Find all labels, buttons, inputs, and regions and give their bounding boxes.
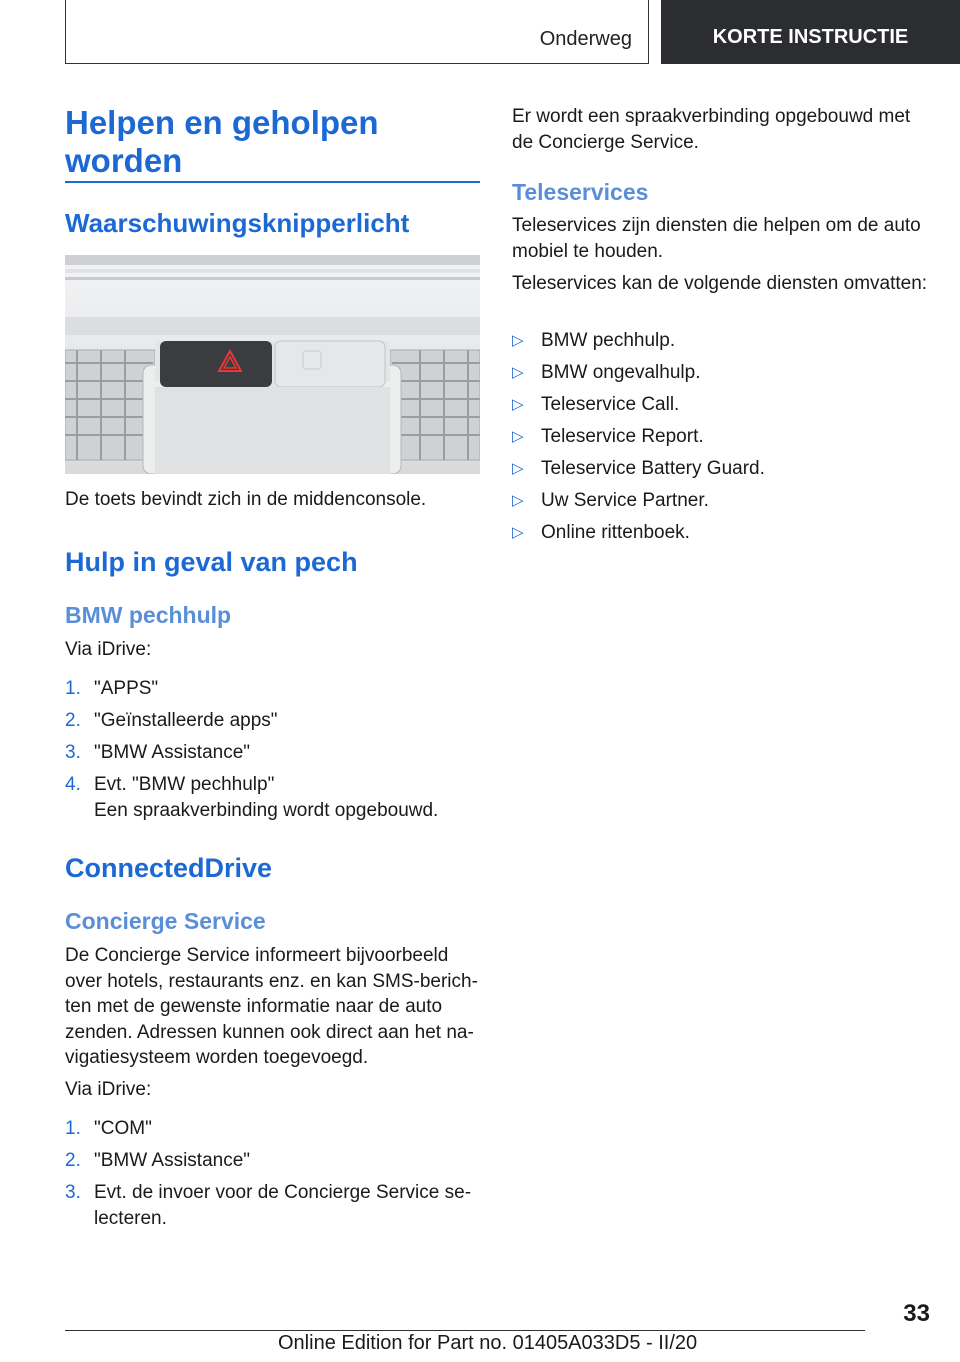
hazard-caption: De toets bevindt zich in de middenconsole. <box>65 489 427 510</box>
edition-text: Online Edition for Part no. 01405A033D5 - II/20 <box>278 1332 698 1354</box>
hazard-heading: Waarschuwingsknipperlicht <box>65 208 410 238</box>
teleservices-list <box>512 328 932 552</box>
list-item: ▷ BMW pechhulp. <box>512 328 932 354</box>
header-box <box>65 0 649 64</box>
list-item: ▷ Uw Service Partner. <box>512 488 932 514</box>
page-title: Helpen en geholpen worden <box>65 104 379 179</box>
section-label: Onderweg <box>539 28 632 50</box>
teleservices-heading: Teleservices <box>512 179 649 205</box>
page-number: 33 <box>903 1300 930 1327</box>
triangle-bullet-icon: ▷ <box>512 428 524 445</box>
concierge-subheading: Concierge Service <box>65 908 266 934</box>
list-item: ▷ Teleservice Battery Guard. <box>512 456 932 482</box>
concierge-steps <box>65 1116 485 1238</box>
list-item: 1. "COM" <box>65 1118 152 1139</box>
list-item: 4. Evt. "BMW pechhulp" Een spraakverbinding wordt opgebouwd. <box>65 774 439 821</box>
teleservices-p2: Teleservices kan de volgende diensten omvatten: <box>512 273 928 294</box>
list-item: 2. "Geïnstalleerde apps" <box>65 710 278 731</box>
list-item: ▷ Teleservice Call. <box>512 392 932 418</box>
triangle-bullet-icon: ▷ <box>512 492 524 509</box>
footer-divider <box>65 1330 865 1331</box>
triangle-bullet-icon: ▷ <box>512 396 524 413</box>
title-divider <box>65 181 480 183</box>
console-illustration <box>65 255 480 474</box>
list-item: 3. "BMW Assistance" <box>65 742 251 763</box>
concierge-body: De Concierge Service informeert bijvoorbeeld over hotels, restaurants enz. en kan SMS-berichten met de gewenste informatie naar de auto zenden. Adressen kunnen ook direct aan het navigatiesysteem worden toegevoegd. <box>65 945 478 1068</box>
pechhulp-intro: Via iDrive: <box>65 639 152 660</box>
triangle-bullet-icon: ▷ <box>512 332 524 349</box>
list-item: ▷ Teleservice Report. <box>512 424 932 450</box>
triangle-bullet-icon: ▷ <box>512 460 524 477</box>
breakdown-heading: Hulp in geval van pech <box>65 547 358 577</box>
chapter-tab <box>661 0 960 64</box>
connecteddrive-heading: ConnectedDrive <box>65 853 273 883</box>
triangle-bullet-icon: ▷ <box>512 364 524 381</box>
hazard-button-photo <box>65 255 480 474</box>
chapter-tab-label: KORTE INSTRUCTIE <box>712 25 909 48</box>
triangle-bullet-icon: ▷ <box>512 524 524 541</box>
pechhulp-steps <box>65 676 480 830</box>
list-item: 3. Evt. de invoer voor de Concierge Service selecteren. <box>65 1182 472 1229</box>
list-item: ▷ BMW ongevalhulp. <box>512 360 932 386</box>
list-item: 2. "BMW Assistance" <box>65 1150 251 1171</box>
concierge-continuation: Er wordt een spraakverbinding opgebouwd met de Concierge Service. <box>512 106 911 153</box>
teleservices-p1: Teleservices zijn diensten die helpen om de auto mobiel te houden. <box>512 215 921 262</box>
list-item: 1. "APPS" <box>65 678 159 699</box>
concierge-intro: Via iDrive: <box>65 1079 152 1100</box>
pechhulp-subheading: BMW pechhulp <box>65 602 232 628</box>
list-item: ▷ Online rittenboek. <box>512 520 932 546</box>
